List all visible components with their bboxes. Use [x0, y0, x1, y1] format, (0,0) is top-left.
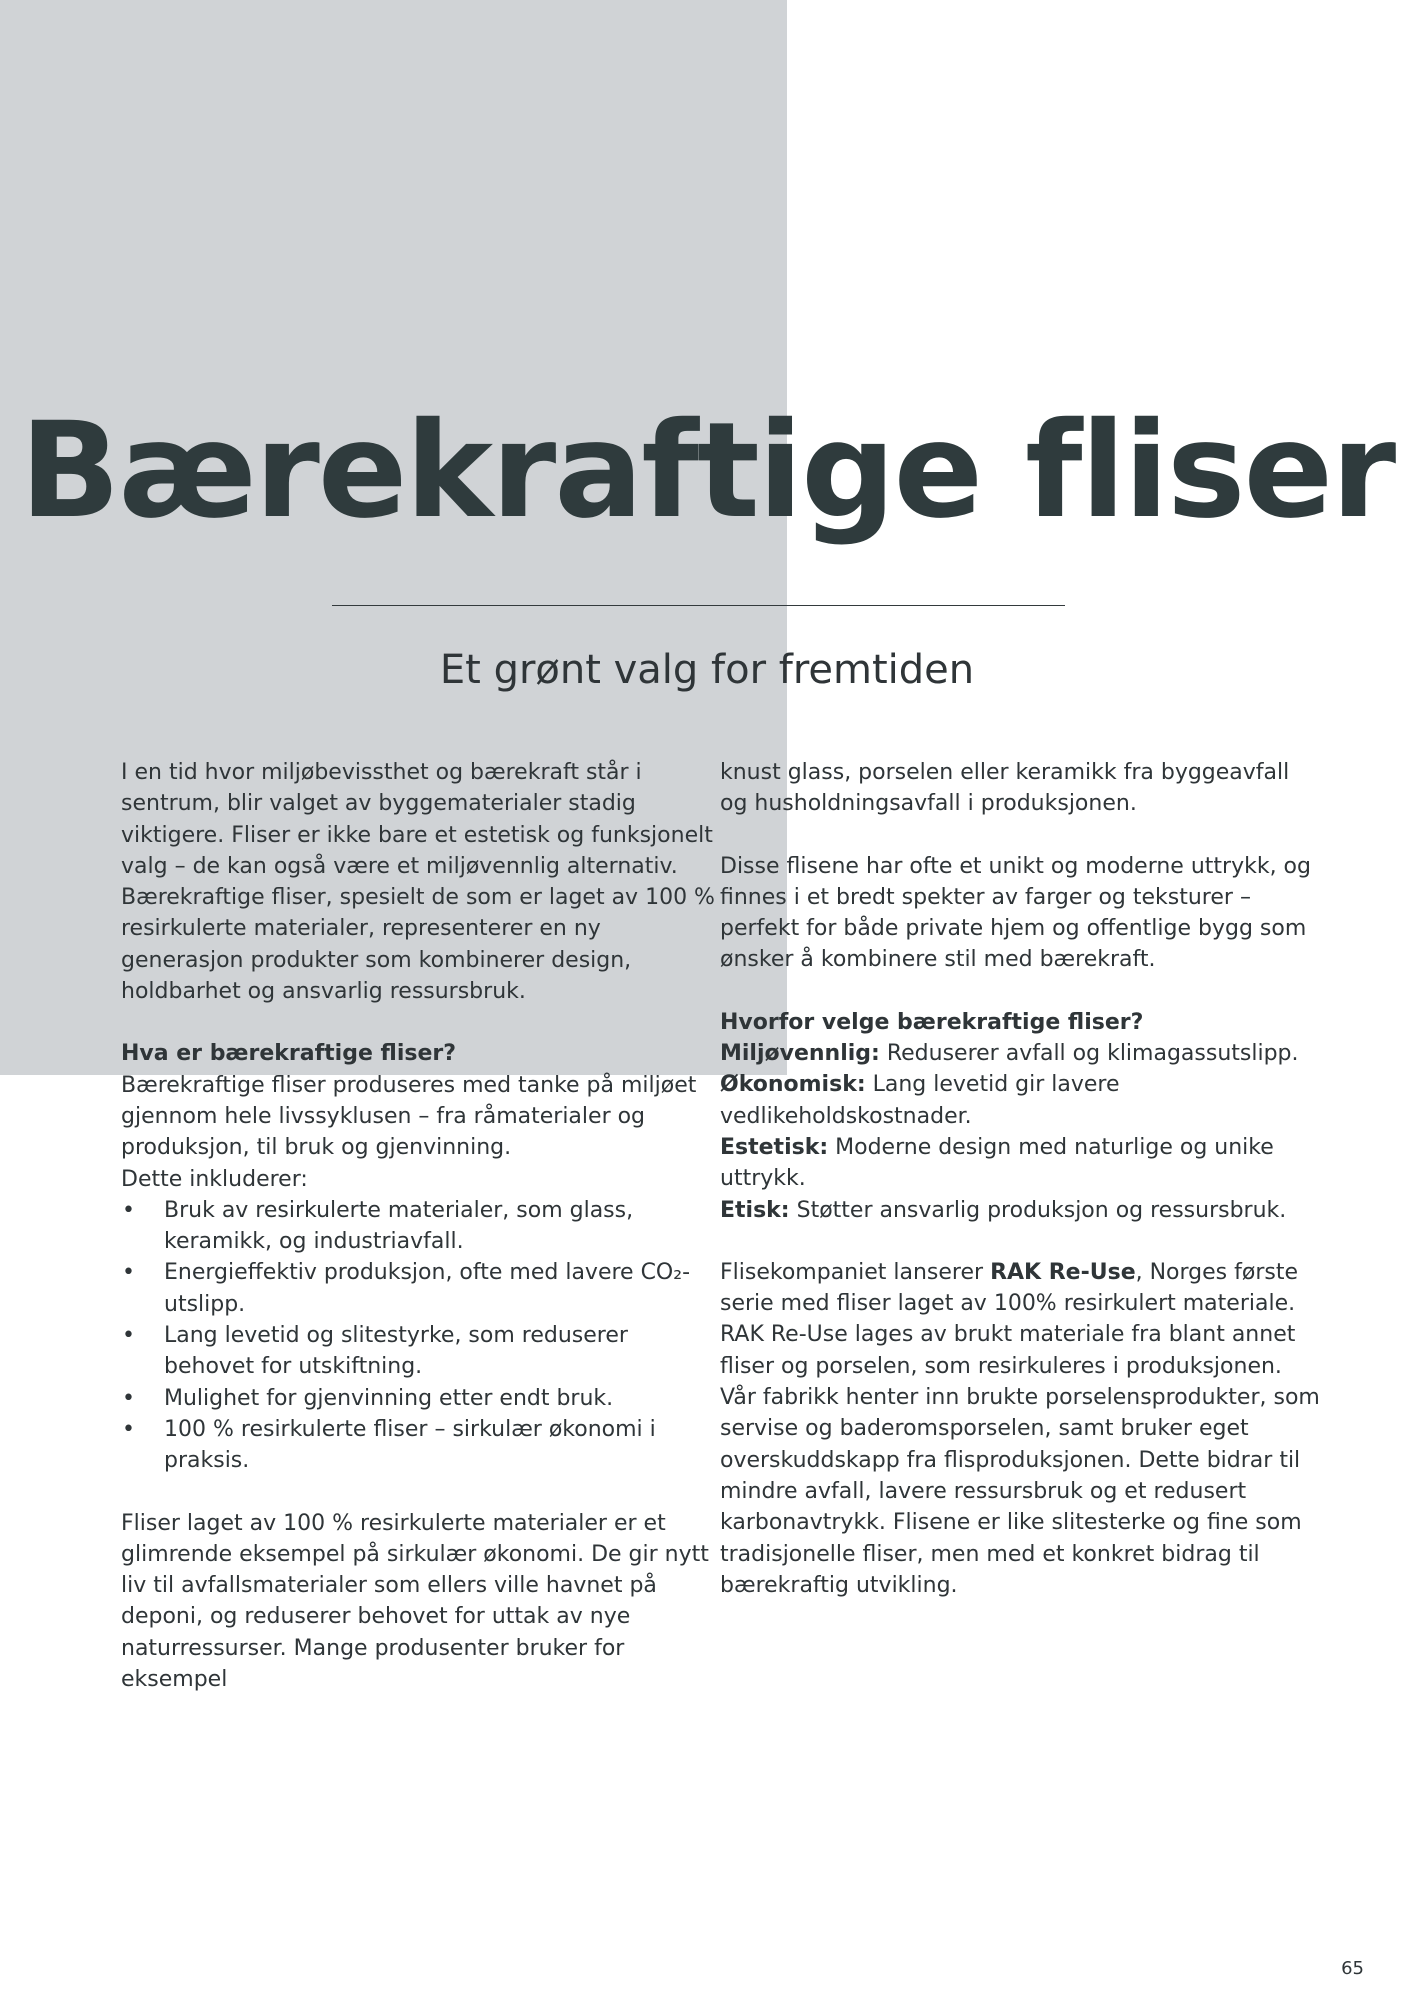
- reason-text: Moderne design med naturlige og unike uttrykk.: [720, 1134, 1274, 1192]
- list-item: • Lang levetid og slitestyrke, som reduserer behovet for utskiftning.: [121, 1320, 716, 1383]
- page-title: Bærekraftige fliser: [19, 394, 1395, 548]
- page-subtitle: Et grønt valg for fremtiden: [439, 647, 975, 693]
- closing-paragraph: Fliser laget av 100 % resirkulerte materialer er et glimrende eksempel på sirkulær økonomi. De gir nytt liv til avfallsmaterialer som ellers ville havnet på deponi, og reduserer behovet for uttak av nye naturressurser. Mange produsenter bruker for eksempel: [121, 1510, 709, 1693]
- reason-text: Reduserer avfall og klimagassutslipp.: [879, 1041, 1299, 1067]
- style-paragraph: Disse flisene har ofte et unikt og moderne uttrykk, og finnes i et bredt spekter av farger og teksturer – perfekt for både private hjem og offentlige bygg som ønsker å kombinere stil med bærekraft.: [720, 853, 1311, 973]
- reason-item: [720, 1038, 1320, 1069]
- section-paragraph: Bærekraftige fliser produseres med tanke på miljøet gjennom hele livssyklusen – fra råmaterialer og produksjon, til bruk og gjenvinning.: [121, 1072, 697, 1161]
- reason-item: [720, 1195, 1320, 1226]
- intro-paragraph: I en tid hvor miljøbevissthet og bærekraft står i sentrum, blir valget av byggematerialer stadig viktigere. Fliser er ikke bare et estetisk og funksjonelt valg – de kan også være et miljøvennlig alternativ. Bærekraftige fliser, spesielt de som er laget av 100 % resirkulerte materialer, representerer en ny generasjon produkter som kombinerer design, holdbarhet og ansvarlig ressursbruk.: [121, 760, 715, 1005]
- product-paragraph: [720, 1257, 1320, 1601]
- continuation-paragraph: knust glass, porselen eller keramikk fra byggeavfall og husholdningsavfall i produksjonen.: [720, 760, 1290, 817]
- product-intro: Flisekompaniet lanserer: [720, 1259, 991, 1285]
- left-column: [121, 757, 716, 1695]
- why-heading: Hvorfor velge bærekraftige fliser?: [720, 1009, 1144, 1035]
- product-description: , Norges første serie med fliser laget av 100% resirkulert materiale. RAK Re-Use lages av brukt materiale fra blant annet fliser og porselen, som resirkuleres i produksjonen. Vår fabrikk henter inn brukte porselensprodukter, som servise og baderomsporselen, samt bruker eget overskuddskapp fra flisproduksjonen. Dette bidrar til mindre avfall, lavere ressursbruk og et redusert karbonavtrykk. Flisene er like slitesterke og fine som tradisjonelle fliser, men med et konkret bidrag til bærekraftig utvikling.: [720, 1259, 1320, 1598]
- reason-label: Økonomisk:: [720, 1072, 866, 1098]
- reason-label: Etisk:: [720, 1197, 790, 1223]
- reason-item: [720, 1069, 1320, 1132]
- list-item: • Energieffektiv produksjon, ofte med lavere CO₂-utslipp.: [121, 1257, 716, 1320]
- list-item: • 100 % resirkulerte fliser – sirkulær økonomi i praksis.: [121, 1414, 716, 1477]
- reason-item: [720, 1132, 1320, 1195]
- reason-label: Miljøvennlig:: [720, 1041, 880, 1067]
- list-item: • Mulighet for gjenvinning etter endt bruk.: [121, 1383, 716, 1414]
- section-heading: Hva er bærekraftige fliser?: [121, 1041, 457, 1067]
- list-intro: Dette inkluderer:: [121, 1166, 308, 1192]
- product-name: RAK Re-Use: [990, 1259, 1136, 1285]
- reason-text: Lang levetid gir lavere vedlikeholdskostnader.: [720, 1072, 1120, 1129]
- reason-text: Støtter ansvarlig produksjon og ressursbruk.: [789, 1197, 1287, 1223]
- list-item: • Bruk av resirkulerte materialer, som glass, keramikk, og industriavfall.: [121, 1195, 716, 1258]
- benefits-list: [121, 1195, 716, 1477]
- right-column: [720, 757, 1320, 1601]
- page-number: 65: [1341, 1958, 1364, 1979]
- reason-label: Estetisk:: [720, 1134, 829, 1160]
- title-divider: [332, 605, 1065, 606]
